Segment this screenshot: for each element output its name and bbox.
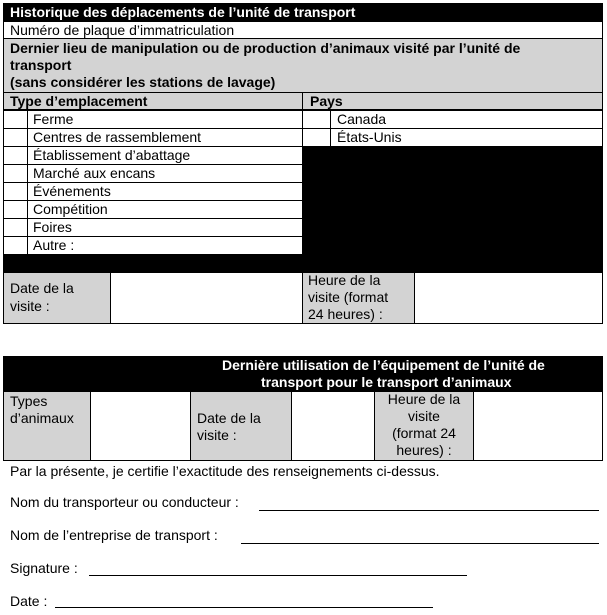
section1-title: Historique des déplacements de l’unité de transport xyxy=(10,4,356,20)
location-checkbox[interactable] xyxy=(3,236,28,255)
last-use-date-label-1: Date de la xyxy=(197,410,261,426)
plate-number-label: Numéro de plaque d’immatriculation xyxy=(10,22,235,38)
last-use-time-label-4: heures) : xyxy=(396,442,452,458)
location-checkbox[interactable] xyxy=(3,182,28,201)
country-checkbox[interactable] xyxy=(302,128,331,147)
country-header-label: Pays xyxy=(310,93,343,109)
location-label: Foires xyxy=(33,219,72,235)
last-use-time-label-3: (format 24 xyxy=(392,425,456,441)
last-use-time-label-2: visite xyxy=(408,408,440,424)
visit-time-label-2: visite (format xyxy=(308,289,389,305)
last-use-time-label-1: Heure de la xyxy=(387,391,461,407)
location-label: Centres de rassemblement xyxy=(33,129,202,145)
date-line[interactable] xyxy=(55,607,433,608)
last-use-date-input[interactable] xyxy=(291,391,375,461)
separator-bar xyxy=(3,254,303,273)
last-place-title-1: Dernier lieu de manipulation ou de production d’animaux visité par l’unité de xyxy=(10,40,521,56)
location-label: Ferme xyxy=(33,111,74,127)
location-label: Compétition xyxy=(33,201,108,217)
visit-date-label-2: visite : xyxy=(10,298,50,314)
location-label: Événements xyxy=(33,183,111,199)
country-label: États-Unis xyxy=(337,129,402,145)
country-blank-block xyxy=(302,146,603,273)
location-type-header-label: Type d’emplacement xyxy=(10,93,148,109)
carrier-name-label: Nom du transporteur ou conducteur : xyxy=(10,494,239,510)
last-place-title-3: (sans considérer les stations de lavage) xyxy=(10,74,276,90)
location-label: Marché aux encans xyxy=(33,165,156,181)
location-checkbox[interactable] xyxy=(3,164,28,183)
last-use-time-label xyxy=(374,391,474,459)
section2-title-1: Dernière utilisation de l’équipement de l’unité de xyxy=(222,357,545,373)
location-checkbox[interactable] xyxy=(3,128,28,147)
animal-types-label-1: Types xyxy=(10,393,48,409)
country-header xyxy=(302,92,603,110)
date-label: Date : xyxy=(10,593,48,609)
last-use-date-label-2: visite : xyxy=(197,427,237,443)
visit-time-input[interactable] xyxy=(414,272,603,324)
location-checkbox[interactable] xyxy=(3,218,28,237)
animal-types-input[interactable] xyxy=(90,391,191,461)
section2-title-2: transport pour le transport d’animaux xyxy=(261,374,512,390)
country-label: Canada xyxy=(337,111,387,127)
company-name-label: Nom de l’entreprise de transport : xyxy=(10,527,218,543)
carrier-name-line[interactable] xyxy=(259,510,599,511)
signature-line[interactable] xyxy=(89,575,467,576)
location-label: Autre : xyxy=(33,237,75,253)
location-label: Établissement d’abattage xyxy=(33,147,191,163)
animal-types-label-2: d’animaux xyxy=(10,410,74,426)
country-checkbox[interactable] xyxy=(302,110,331,129)
location-checkbox[interactable] xyxy=(3,146,28,165)
last-use-time-input[interactable] xyxy=(473,391,603,461)
signature-label: Signature : xyxy=(10,560,78,576)
visit-date-label-1: Date de la xyxy=(10,280,74,296)
certification-statement: Par la présente, je certifie l’exactitude des renseignements ci-dessus. xyxy=(10,463,440,479)
visit-time-label-1: Heure de la xyxy=(308,272,381,288)
last-place-title-2: transport xyxy=(10,57,72,73)
visit-date-input[interactable] xyxy=(110,272,303,324)
visit-time-label-3: 24 heures) : xyxy=(308,306,383,322)
location-checkbox[interactable] xyxy=(3,110,28,129)
location-checkbox[interactable] xyxy=(3,200,28,219)
company-name-line[interactable] xyxy=(241,543,599,544)
